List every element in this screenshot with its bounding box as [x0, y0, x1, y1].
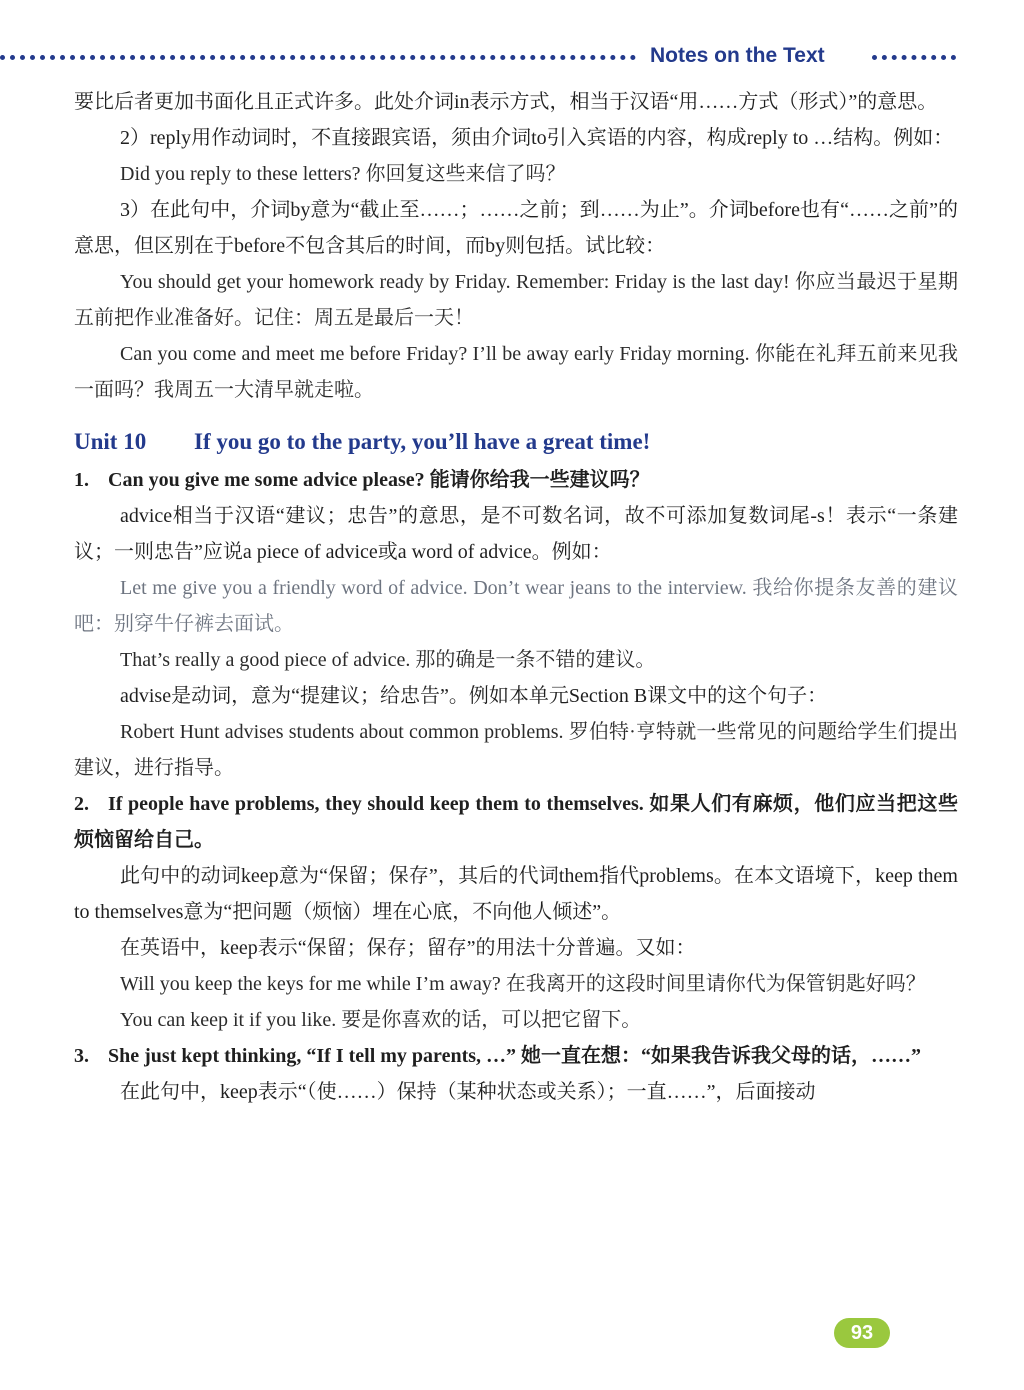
example-sentence: You should get your homework ready by Friday. Remember: Friday is the last day! 你应当最迟于星期五前把作业准备好。记住：周五是最后一天！: [74, 271, 958, 329]
example-sentence: Let me give you a friendly word of advice. Don’t wear jeans to the interview. 我给你提条友善的建议吧：别穿牛仔裤去面试。: [74, 577, 958, 635]
note-heading: 1. Can you give me some advice please? 能请你给我一些建议吗？: [74, 469, 650, 491]
unit-heading: [74, 422, 958, 462]
page-number-badge: 93: [834, 1318, 890, 1348]
paragraph: 要比后者更加书面化且正式许多。此处介词in表示方式，相当于汉语“用……方式（形式）”的意思。: [74, 91, 938, 113]
header-dotted-rule-left: [0, 55, 636, 60]
running-header: [0, 42, 1024, 70]
header-dotted-rule-right: [872, 55, 956, 60]
example-sentence: Will you keep the keys for me while I’m away? 在我离开的这段时间里请你代为保管钥匙好吗？: [120, 973, 926, 995]
paragraph: 在英语中，keep表示“保留；保存；留存”的用法十分普遍。又如：: [120, 937, 696, 959]
example-sentence: You can keep it if you like. 要是你喜欢的话，可以把它留下。: [120, 1009, 642, 1031]
paragraph: 3）在此句中，介词by意为“截止至……；……之前；到……为止”。介词before也有“……之前”的意思，但区别在于before不包含其后的时间，而by则包括。试比较：: [74, 199, 958, 257]
paragraph: 在此句中，keep表示“（使……）保持（某种状态或关系）；一直……”，后面接动: [120, 1081, 816, 1103]
paragraph: 此句中的动词keep意为“保留；保存”，其后的代词them指代problems。在本文语境下，keep them to themselves意为“把问题（烦恼）埋在心底，不向他人倾述”。: [74, 865, 958, 923]
example-sentence: Can you come and meet me before Friday? I’ll be away early Friday morning. 你能在礼拜五前来见我一面吗？我周五一大清早就走啦。: [74, 343, 958, 401]
unit-title: If you go to the party, you’ll have a great time!: [194, 429, 651, 454]
page-body: [74, 84, 958, 1110]
paragraph: advise是动词，意为“提建议；给忠告”。例如本单元Section B课文中的这个句子：: [120, 685, 828, 707]
example-sentence: Did you reply to these letters? 你回复这些来信了吗？: [120, 163, 566, 185]
running-header-title: Notes on the Text: [650, 44, 825, 67]
note-heading: 3. She just kept thinking, “If I tell my parents, …” 她一直在想：“如果我告诉我父母的话，……”: [74, 1045, 922, 1067]
unit-label: Unit 10: [74, 429, 147, 454]
section-gap: [74, 408, 958, 422]
example-sentence: Robert Hunt advises students about common problems. 罗伯特·亨特就一些常见的问题给学生们提出建议，进行指导。: [74, 721, 958, 779]
paragraph: advice相当于汉语“建议；忠告”的意思，是不可数名词，故不可添加复数词尾-s！表示“一条建议；一则忠告”应说a piece of advice或a word of advice。例如：: [74, 505, 958, 563]
note-heading: 2. If people have problems, they should keep them to themselves. 如果人们有麻烦，他们应当把这些烦恼留给自己。: [74, 793, 958, 851]
example-sentence: That’s really a good piece of advice. 那的确是一条不错的建议。: [120, 649, 656, 671]
paragraph: 2）reply用作动词时，不直接跟宾语，须由介词to引入宾语的内容，构成reply to …结构。例如：: [120, 127, 954, 149]
